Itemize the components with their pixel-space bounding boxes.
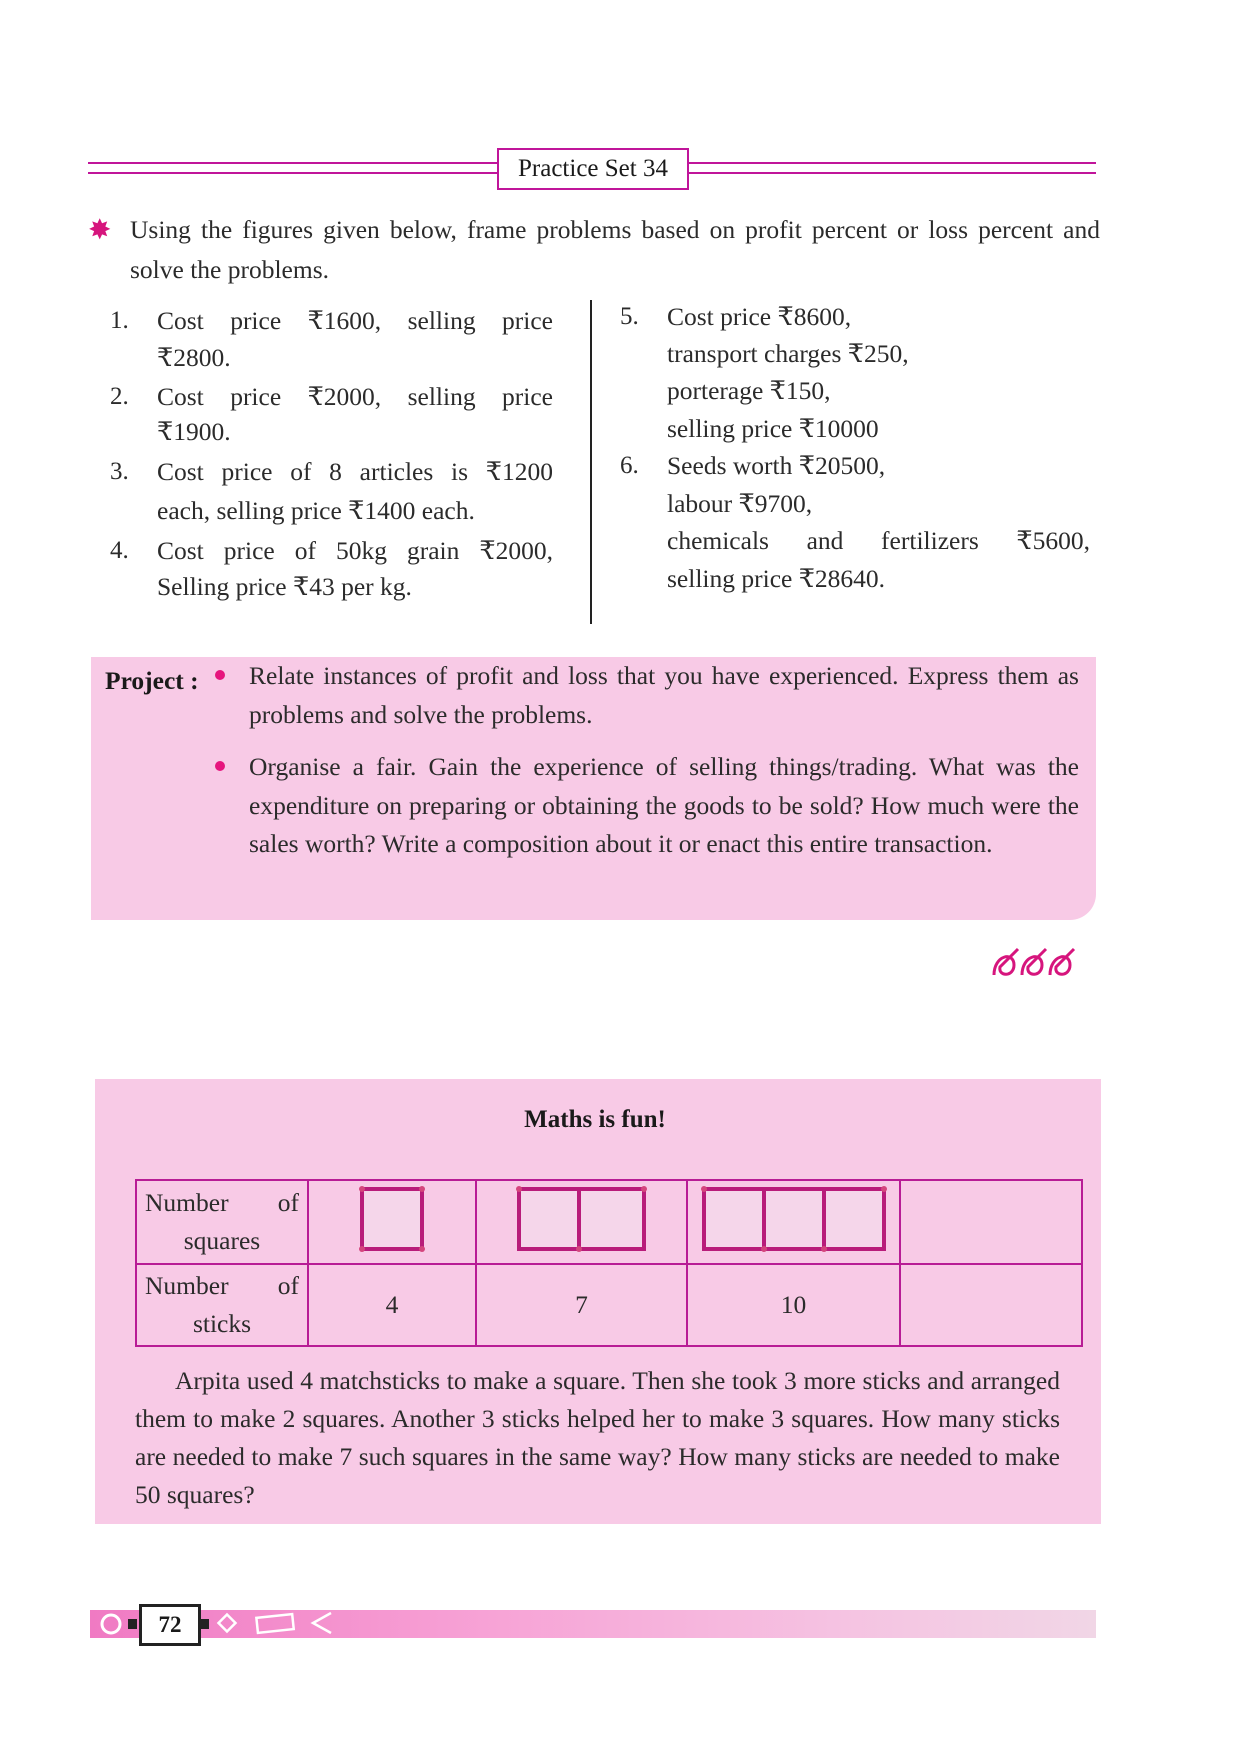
problem-2-number: 2. — [110, 383, 129, 410]
problem-3-line1: Cost price of 8 articles is ₹1200 — [157, 457, 553, 486]
problem-4-line2: Selling price ₹43 per kg. — [157, 572, 412, 601]
problem-2-line2: ₹1900. — [157, 417, 231, 446]
sticks-row-label — [136, 1264, 308, 1346]
problem-3-number: 3. — [110, 458, 129, 485]
bullet-icon — [215, 761, 225, 771]
problem-5-line4: selling price ₹10000 — [667, 414, 879, 443]
sticks-label-line1: Number of — [145, 1271, 299, 1300]
problem-1-line1: Cost price ₹1600, selling price — [157, 306, 553, 335]
column-divider — [590, 300, 592, 624]
two-squares-matchstick-icon — [514, 1184, 650, 1254]
problem-6-line4: selling price ₹28640. — [667, 564, 886, 593]
matchstick-table — [135, 1179, 1083, 1347]
ornament-icon — [990, 945, 1080, 981]
squares-label-line2: squares — [183, 1226, 261, 1255]
problem-5-number: 5. — [620, 303, 639, 330]
maths-fun-title: Maths is fun! — [524, 1106, 666, 1133]
sticks-value-blank — [900, 1264, 1082, 1346]
squares-label-line1: Number of — [145, 1188, 299, 1217]
project-bullet-1: Relate instances of profit and loss that you have experienced. Express them as problems and solve the problems. — [249, 661, 1079, 729]
one-square-cell — [308, 1180, 476, 1264]
problem-1-number: 1. — [110, 307, 129, 334]
problem-5-line3: porterage ₹150, — [667, 376, 831, 405]
project-bullet-2: Organise a fair. Gain the experience of selling things/trading. What was the expenditure on preparing or obtaining the goods to be sold? How much were the sales worth? Write a composition about it or enact this entire transaction. — [249, 752, 1079, 858]
maths-fun-paragraph: Arpita used 4 matchsticks to make a square. Then she took 3 more sticks and arranged them to make 2 squares. Another 3 sticks helped her to make 3 squares. How many sticks are needed to make 7 such squares in the same way? How many sticks are needed to make 50 squares? — [135, 1366, 1060, 1509]
problem-5-line1: Cost price ₹8600, — [667, 302, 852, 331]
circle-shape-icon — [98, 1611, 138, 1637]
problem-6-line2: labour ₹9700, — [667, 489, 813, 518]
sticks-value-2: 7 — [476, 1264, 687, 1346]
one-square-matchstick-icon — [357, 1184, 427, 1254]
sticks-value-1: 4 — [308, 1264, 476, 1346]
section-end-ornament — [990, 945, 1080, 990]
squares-row — [136, 1180, 1082, 1264]
problem-2-line1: Cost price ₹2000, selling price — [157, 382, 553, 411]
header-rule-right-bottom — [689, 172, 1096, 174]
page-number: 72 — [139, 1604, 201, 1646]
shapes-decoration-icon — [201, 1609, 341, 1639]
asterisk-icon: ✸ — [88, 215, 112, 246]
sticks-row — [136, 1264, 1082, 1346]
header-rule-right-top — [689, 162, 1096, 164]
problem-5-line2: transport charges ₹250, — [667, 339, 909, 368]
problem-4-line1: Cost price of 50kg grain ₹2000, — [157, 536, 553, 565]
problem-6-number: 6. — [620, 452, 639, 479]
problem-4-number: 4. — [110, 537, 129, 564]
header-rule-left-top — [88, 162, 497, 164]
blank-squares-cell — [900, 1180, 1082, 1264]
problem-1-line2: ₹2800. — [157, 343, 231, 372]
header-rule-left-bottom — [88, 172, 497, 174]
sticks-label-line2: sticks — [192, 1309, 252, 1338]
bullet-icon — [215, 670, 225, 680]
problem-3-line2: each, selling price ₹1400 each. — [157, 496, 475, 525]
instruction-text: Using the figures given below, frame problems based on profit percent or loss percent and solve the problems. — [130, 215, 1100, 284]
sticks-value-3: 10 — [687, 1264, 900, 1346]
three-squares-cell — [687, 1180, 900, 1264]
project-label: Project : — [105, 666, 199, 695]
problem-6-line1: Seeds worth ₹20500, — [667, 451, 886, 480]
two-squares-cell — [476, 1180, 687, 1264]
squares-row-label — [136, 1180, 308, 1264]
practice-set-title: Practice Set 34 — [497, 148, 689, 190]
problem-6-line3: chemicals and fertilizers ₹5600, — [667, 526, 1090, 555]
three-squares-matchstick-icon — [699, 1184, 889, 1254]
